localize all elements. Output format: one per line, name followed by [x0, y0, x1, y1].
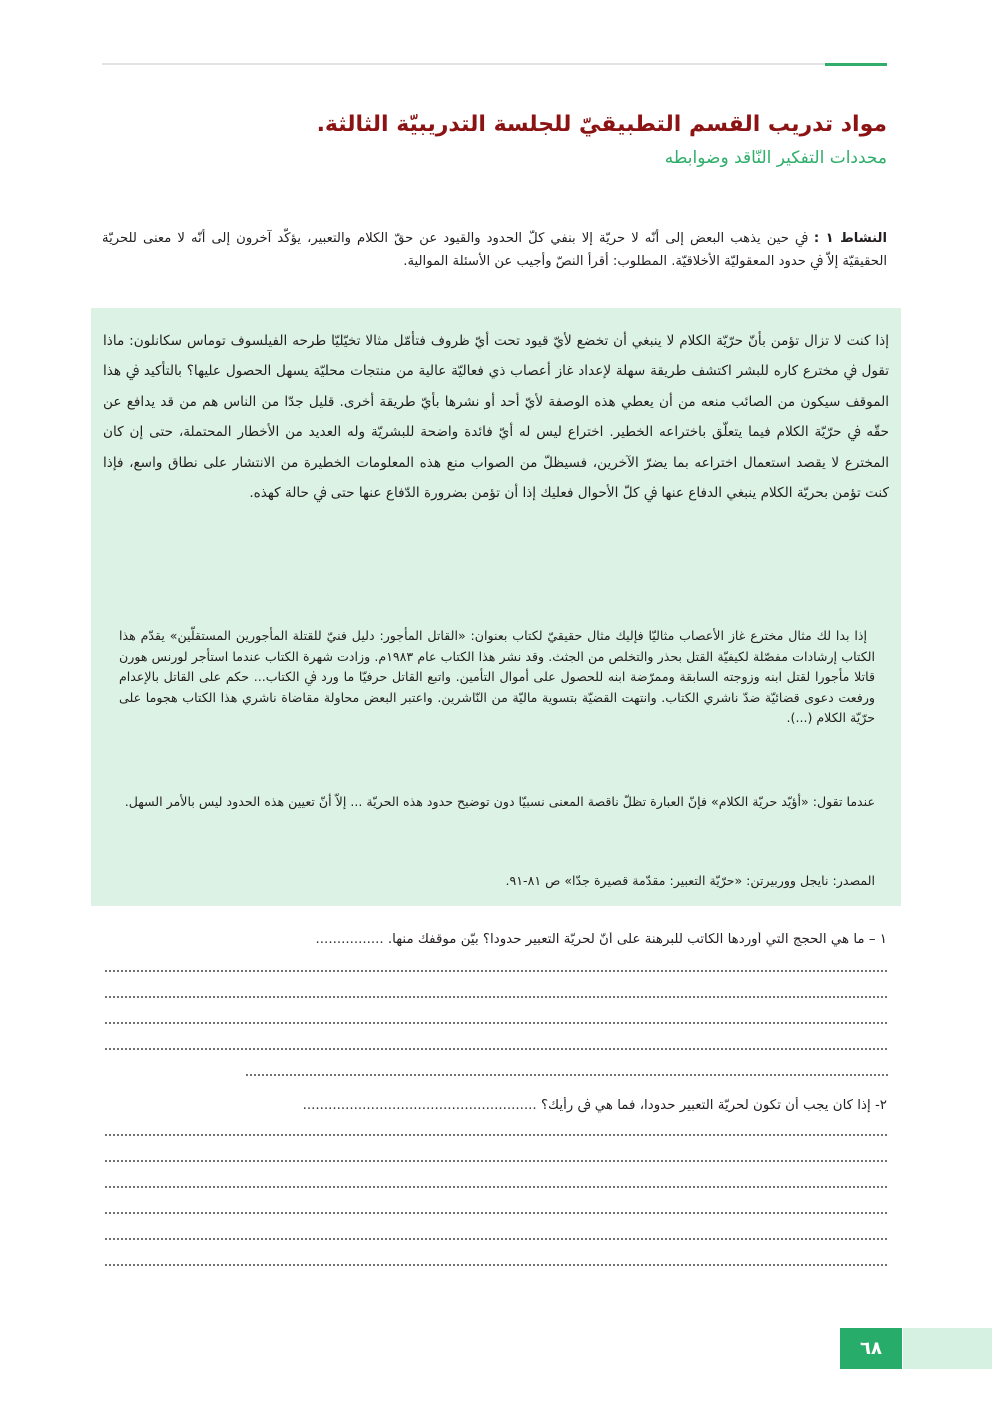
answer-line[interactable] — [104, 1186, 888, 1188]
example-paragraph: إذا بدا لك مثال مخترع غاز الأعصاب مثاليّا فإليك مثال حقيقيّ لكتاب بعنوان: «القاتل المأجور: دليل فنيّ للقتلة المأجورين المستقلّين» يقدّم هذا الكتاب إرشادات مفصّلة لكيفيّة القتل بحذر والتخلص من الجثث. وقد نشر هذا الكتاب عام ١٩٨٣م. وزادت شهرة الكتاب عندما استأجر لورنس هورن قاتلا مأجورا لقتل ابنه وزوجته السابقة وممرّضة ابنه للحصول على أموال التأمين. واتبع القاتل حرفيّا ما ورد ﰲ الكتاب... حكم على القاتل بالإعدام ورفعت دعوى قضائيّة ضدّ ناشري الكتاب. وانتهت القضيّة بتسوية ماليّة من النّاشرين. واعتبر البعض محاولة مقاضاة ناشري هذا الكتاب هجوما على حرّيّة الكلام (...). — [119, 628, 876, 725]
reading-passage-box — [91, 308, 901, 906]
answer-line[interactable] — [104, 1264, 888, 1266]
top-accent-bar — [825, 63, 887, 66]
activity-text: ﰲ حين يذهب البعض إلى أنّه لا حريّة إلا بنفي كلّ الحدود والقيود عن حقّ الكلام والتعبير، يؤكّد آخرون إلى أنّه لا معنى للحريّة الحقيقيّة إلاّ ﰲ حدود المعقوليّة الأخلاقيّة. المطلوب: أقرأ النصّ وأجيب عن الأسئلة الموالية. — [102, 231, 887, 269]
answer-line[interactable] — [245, 1074, 888, 1076]
activity-instructions — [102, 227, 887, 273]
question-2-inline-answer[interactable]: ....................................................... — [302, 1098, 537, 1113]
page-number: ٦٨ — [840, 1328, 902, 1369]
answer-line[interactable] — [104, 1238, 888, 1240]
question-1-inline-answer[interactable]: ................ — [315, 932, 384, 947]
answer-line[interactable] — [104, 1048, 888, 1050]
answer-line[interactable] — [104, 996, 888, 998]
question-2-text: ٢- إذا كان يجب أن تكون لحريّة التعبير حدودا، فما هي ﰲ رأيك؟ — [540, 1098, 887, 1113]
activity-label: النشاط ١ : — [813, 231, 887, 246]
question-2 — [104, 1097, 887, 1113]
page-subtitle: محددات التفكير النّاقد وضوابطه — [664, 148, 887, 168]
answer-line[interactable] — [104, 1022, 888, 1024]
top-divider — [102, 63, 825, 65]
question-1 — [104, 932, 887, 947]
main-passage: إذا كنت لا تزال تؤمن بأنّ حرّيّة الكلام لا ينبغي أن تخضع لأيّ قيود تحت أيّ ظروف فتأمّل مثالا تخيّليّا طرحه الفيلسوف توماس سكانلون: ماذا تقول ﰲ مخترع كاره للبشر اكتشف طريقة سهلة لإعداد غاز أعصاب ذي فعاليّة عالية من منتجات محليّة يسهل الحصول عليها؟ بالتأكيد ﰲ هذا الموقف سيكون من الصائب منعه من أن يعطي هذه الوصفة لأيّ أحد أو نشرها بأيّ طريقة أخرى. قليل جدّا من الناس هم من قد يدافع عن حقّه ﰲ حرّيّة الكلام فيما يتعلّق باختراعه الخطير. اختراع ليس له أيّ فائدة واضحة للبشريّة وله العديد من الأخطار المحتملة، حتى إن كان المخترع لا يقصد استعمال اختراعه بما يضرّ الآخرين، فسيظلّ من الصواب منع هذه المعلومات الخطيرة من الانتشار على نطاق واسع، فإذا كنت تؤمن بحريّة الكلام ينبغي الدفاع عنها ﰲ كلّ الأحوال فعليك إذا أن تؤمن بضرورة الدّفاع عنها حتى ﰲ حالة كهذه. — [103, 333, 889, 502]
note-paragraph: عندما تقول: «أؤيّد حريّة الكلام» فإنّ العبارة تظلّ ناقصة المعنى نسبيّا دون توضيح حدود هذه الحريّة ... إلاّ أنّ تعيين هذه الحدود ليس بالأمر السهل. — [124, 794, 875, 809]
source-citation: المصدر: نايجل ووربيرتن: «حرّيّة التعبير: مقدّمة قصيرة جدّا» ص ٨١-٩١. — [505, 873, 875, 888]
page-number-strip — [903, 1328, 992, 1369]
answer-line[interactable] — [104, 970, 888, 972]
question-1-text: ١ – ما هي الحجج التي أوردها الكاتب للبرهنة على أنّ لحريّة التعبير حدودا؟ بيّن موقفك منها. — [387, 932, 887, 947]
answer-line[interactable] — [104, 1134, 888, 1136]
answer-line[interactable] — [104, 1160, 888, 1162]
answer-line[interactable] — [104, 1212, 888, 1214]
page-title: مواد تدريب القسم التطبيقيّ للجلسة التدريبيّة الثالثة. — [316, 112, 887, 137]
